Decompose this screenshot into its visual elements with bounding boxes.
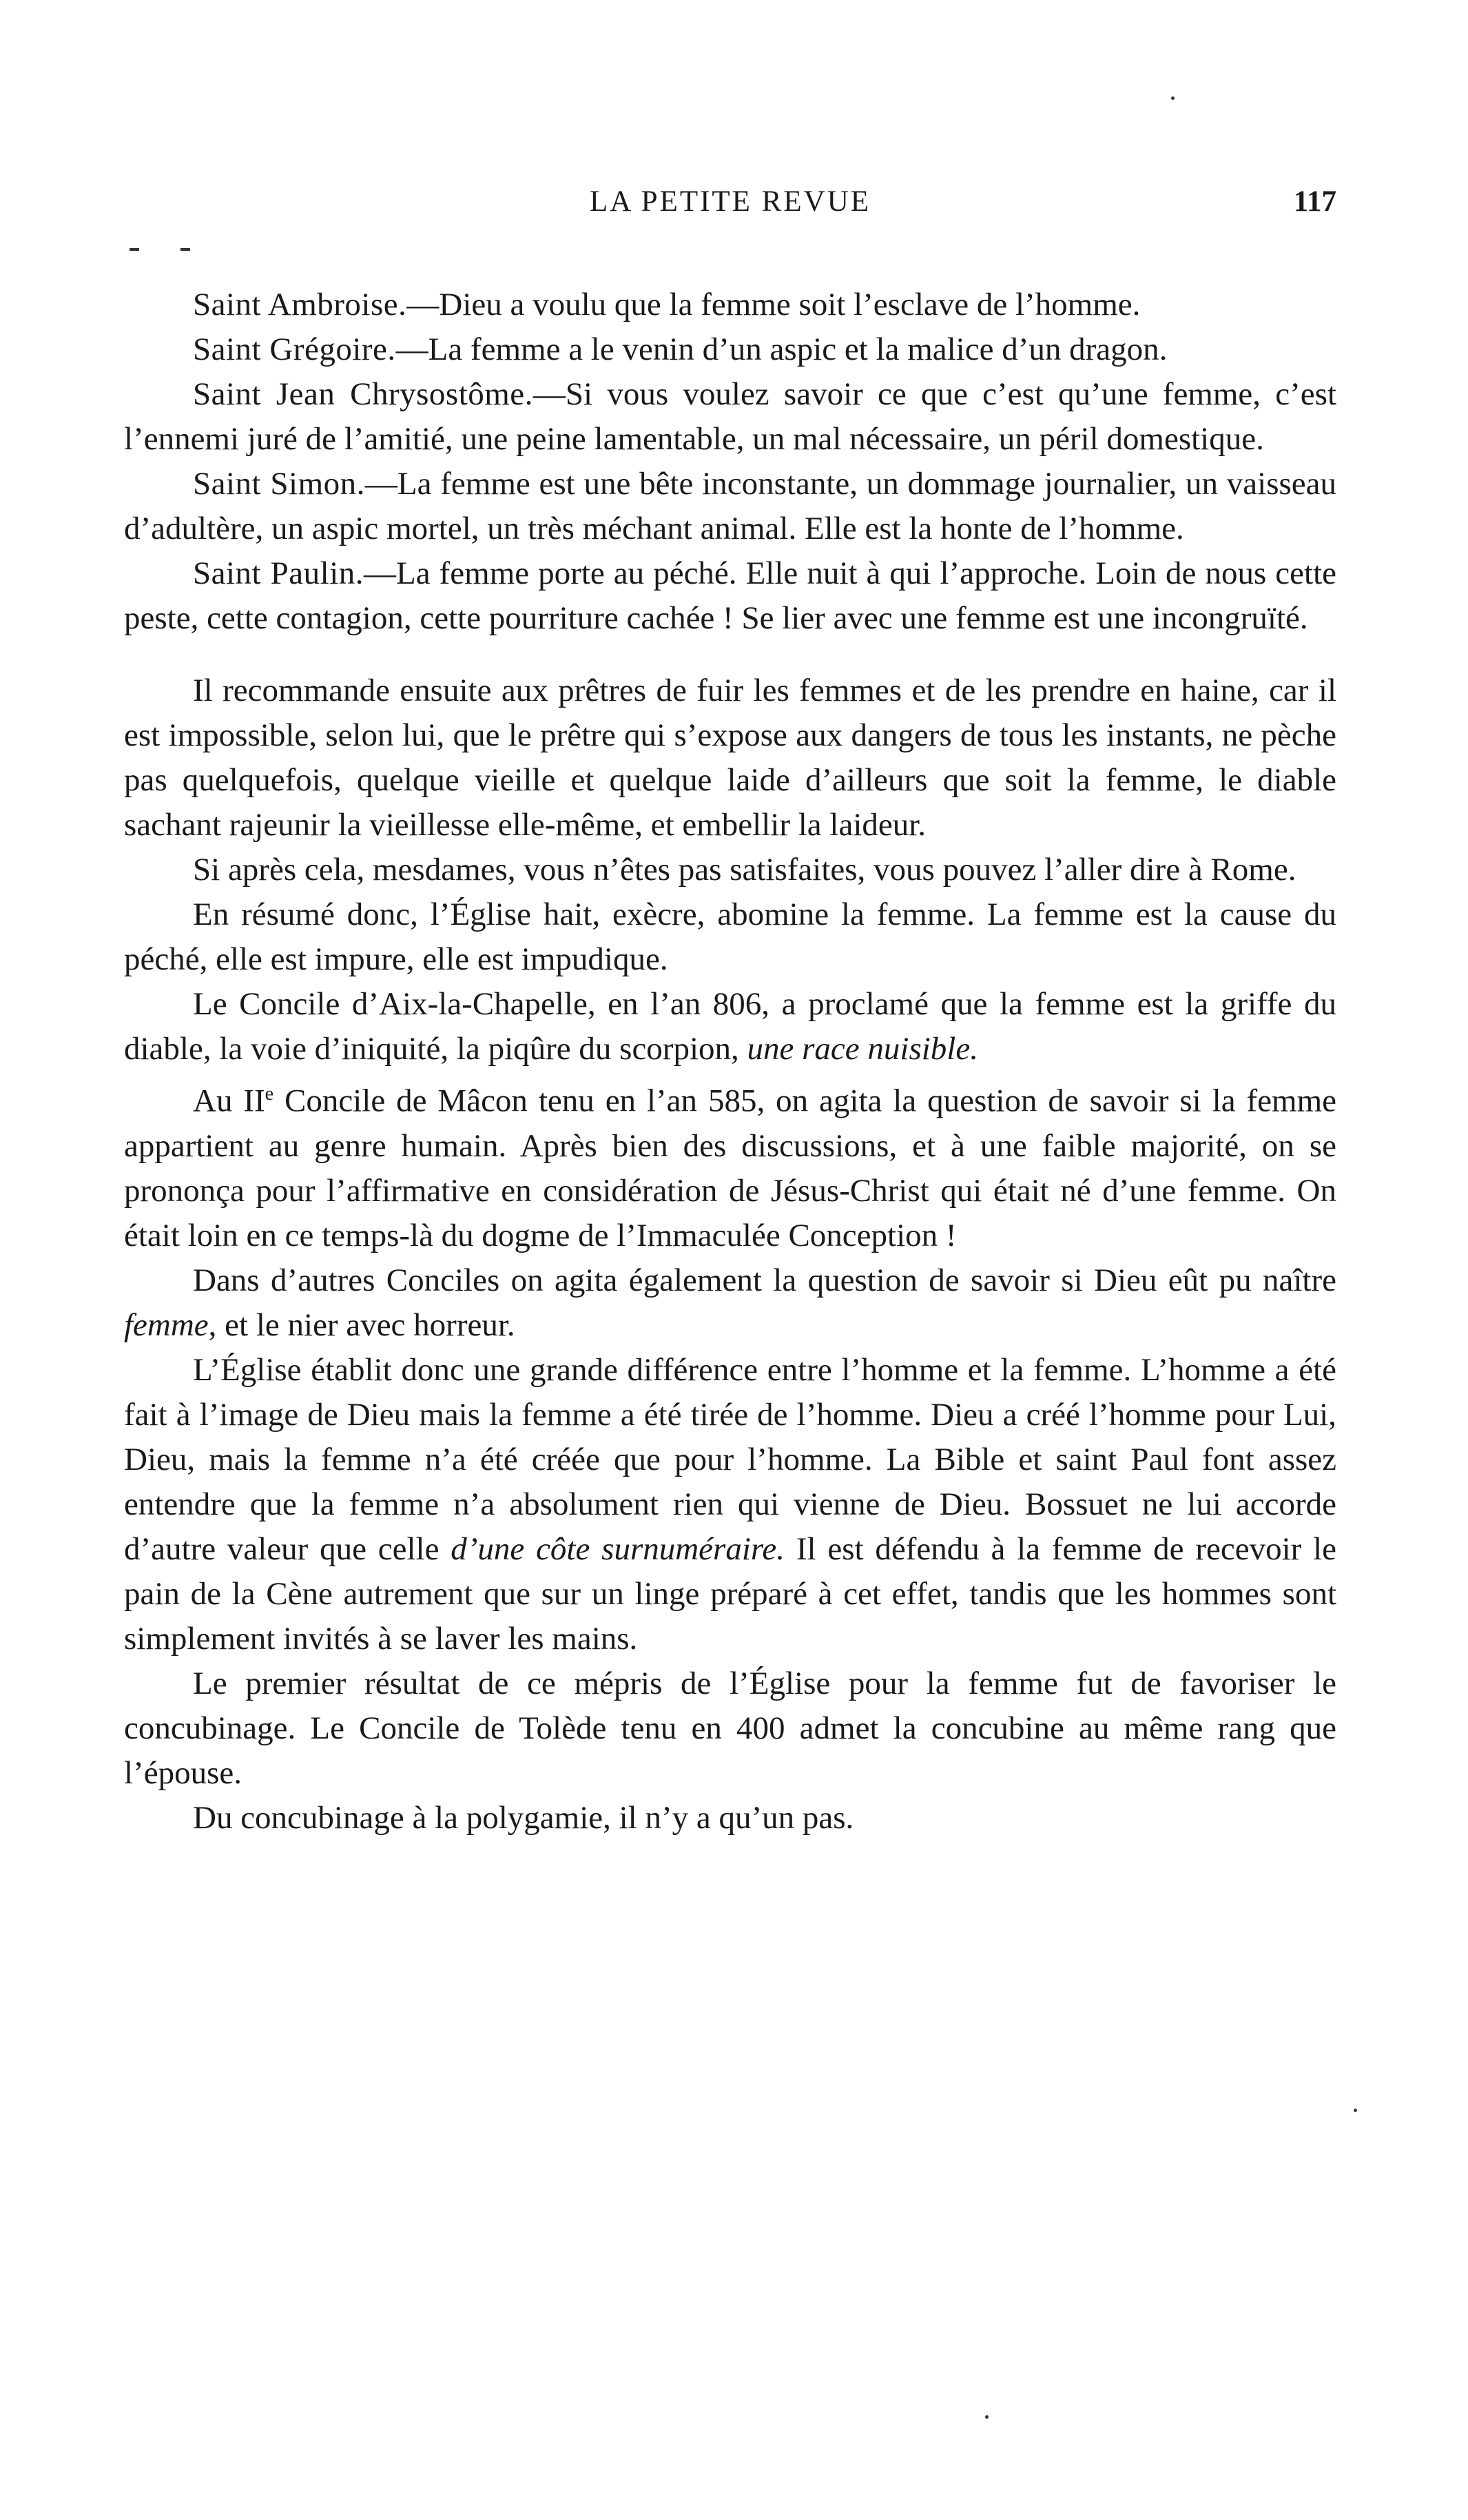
paragraph-text: Il est défendu à la femme de recevoir le pain de la Cène autrement que sur un linge préparé à cet effet, tandis que les hommes sont simplement invités à se laver les mains. — [124, 1530, 1336, 1657]
quote-saint-ambroise — [124, 283, 1336, 327]
print-mark — [130, 248, 139, 251]
italic-phrase: une race nuisible. — [747, 1031, 978, 1067]
speaker-name: Saint Paulin. — [193, 555, 364, 591]
ink-speck — [1354, 2109, 1357, 2112]
print-mark — [180, 248, 190, 251]
paragraph: Il recommande ensuite aux prêtres de fuir les femmes et de les prendre en haine, car il est impossible, selon lui, que le prêtre qui s’expose aux dangers de tous les instants, ne pèche pas quelquefois, quelque vieille et quelque laide d’ailleurs que soit la femme, le diable sachant rajeunir la vieillesse elle-même, et embellir la laideur. — [124, 673, 1336, 843]
paragraph-eglise-difference — [124, 1348, 1336, 1661]
paragraph: Le premier résultat de ce mépris de l’Église pour la femme fut de favoriser le concubinage. Le Concile de Tolède tenu en 400 admet la concubine au même rang que l’épouse. — [124, 1665, 1336, 1791]
paragraph-autres-conciles — [124, 1258, 1336, 1348]
paragraph-text: L’Église établit donc une grande différence entre l’homme et la femme. L’homme a été fait à l’image de Dieu mais la femme a été tirée de l’homme. Dieu a créé l’homme pour Lui, Dieu, mais la femme n’a été créée que pour l’homme. La Bible et saint Paul font assez entendre que la femme n’a absolument rien qui vienne de Dieu. Bossuet ne lui accorde d’autre valeur que celle — [124, 1351, 1336, 1567]
speaker-name: Saint Grégoire. — [193, 331, 396, 367]
quote-text: —La femme est une bête inconstante, un dommage journalier, un vaisseau d’adultère, un aspic mortel, un très méchant animal. Elle est la honte de l’homme. — [124, 466, 1336, 546]
paragraph-lead: Au II — [193, 1083, 265, 1119]
quote-saint-gregoire — [124, 327, 1336, 372]
paragraph-text: Le Concile d’Aix-la-Chapelle, en l’an 806, a proclamé que la femme est la griffe du diable, la voie d’iniquité, la piqûre du scorpion, — [124, 986, 1336, 1067]
paragraph-text: Dans d’autres Conciles on agita également la question de savoir si Dieu eût pu naître — [193, 1262, 1336, 1298]
quote-saint-paulin — [124, 551, 1336, 641]
paragraph: En résumé donc, l’Église hait, exècre, abomine la femme. La femme est la cause du péché, elle est impure, elle est impudique. — [124, 897, 1336, 977]
speaker-name: Saint Simon. — [193, 466, 365, 502]
quote-text: —La femme a le venin d’un aspic et la malice d’un dragon. — [395, 331, 1168, 367]
paragraph-text: Concile de Mâcon tenu en l’an 585, on agita la question de savoir si la femme appartient au genre humain. Après bien des discussions, et à une faible majorité, on se prononça pour l’affirmative en considération de Jésus-Christ qui était né d’une femme. On était loin en ce temps-là du dogme de l’Immaculée Conception ! — [124, 1083, 1336, 1253]
italic-word: femme — [124, 1307, 209, 1343]
quote-text: —Dieu a voulu que la femme soit l’esclave de l’homme. — [406, 287, 1141, 322]
quote-saint-jean-chrysostome — [124, 372, 1336, 462]
body-text — [124, 283, 1336, 1841]
paragraph-text: , et le nier avec horreur. — [208, 1307, 515, 1343]
paragraph: Du concubinage à la polygamie, il n’y a qu’un pas. — [193, 1799, 854, 1836]
speaker-name: Saint Ambroise. — [193, 287, 407, 322]
ink-speck — [985, 2415, 989, 2419]
paragraph-aix-la-chapelle — [124, 982, 1336, 1072]
page-number: 117 — [1293, 185, 1336, 218]
ordinal-superscript: e — [265, 1083, 274, 1105]
quote-text: —Si vous voulez savoir ce que c’est qu’une femme, c’est l’ennemi juré de l’amitié, une peine lamentable, un mal nécessaire, un péril domestique. — [124, 376, 1337, 457]
speaker-name: Saint Jean Chrysostôme. — [193, 376, 533, 412]
paragraph: Si après cela, mesdames, vous n’êtes pas satisfaites, vous pouvez l’aller dire à Rome. — [193, 852, 1296, 888]
paragraph-concile-macon — [124, 1072, 1336, 1258]
quote-text: —La femme porte au péché. Elle nuit à qui l’approche. Loin de nous cette peste, cette contagion, cette pourriture cachée ! Se lier avec une femme est une incongruïté. — [124, 555, 1336, 636]
ink-speck — [1171, 96, 1175, 100]
running-title: LA PETITE REVUE — [589, 185, 871, 218]
page-header — [124, 185, 1336, 226]
quote-saint-simon — [124, 462, 1336, 551]
italic-phrase: d’une côte surnuméraire. — [451, 1530, 785, 1567]
